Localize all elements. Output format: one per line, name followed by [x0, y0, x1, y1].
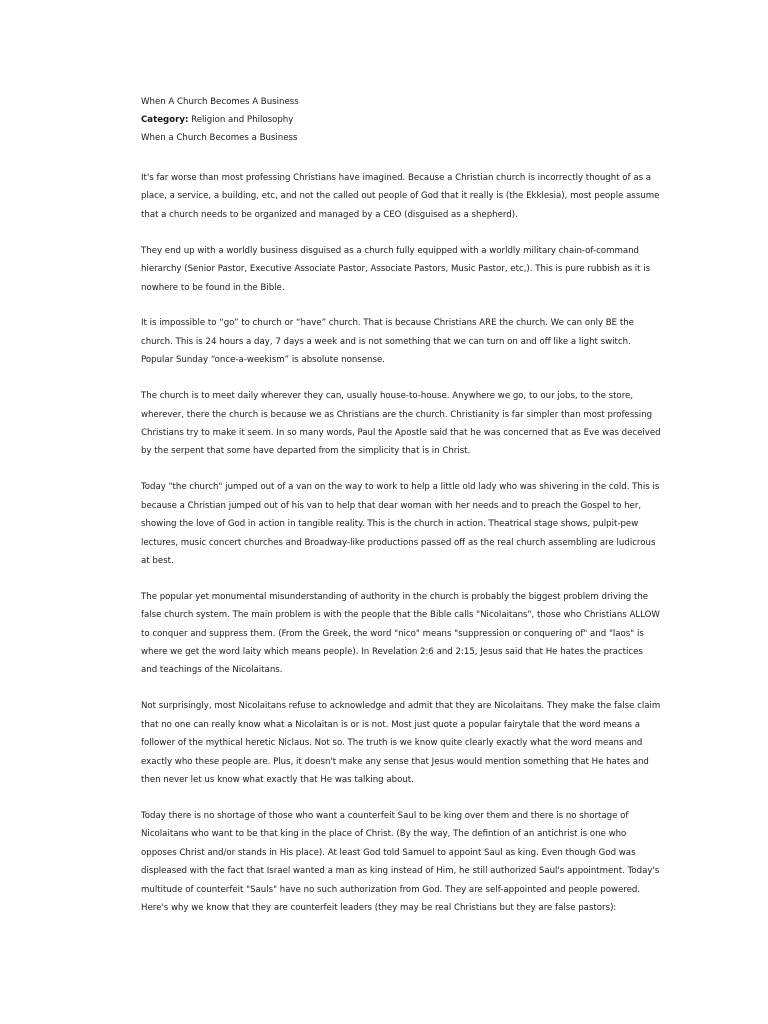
category-label: Category: [141, 115, 189, 125]
paragraph: They end up with a worldly business disguised as a church fully equipped with a worldly military chain-of-command hierarchy (Senior Pastor, Executive Associate Pastor, Associate Pastors, Music Pastor, etc,). This is pure rubbish as it is nowhere to be found in the Bible. [141, 245, 651, 293]
paragraph: Today "the church" jumped out of a van on the way to work to help a little old lady who was shivering in the cold. This is because a Christian jumped out of his van to help that dear woman with her needs and to preach the Gospel to her, showing the love of God in action in tangible reality. This is the church in action. Theatrical stage shows, pulpit-pew lectures, music concert churches and Broadway-like productions passed off as the real church assembling are ludicrous at best. [141, 482, 660, 566]
document-body [141, 169, 661, 917]
paragraph: It's far worse than most professing Christians have imagined. Because a Christian church is incorrectly thought of as a place, a service, a building, etc, and not the called out people of God that it really is (the Ekklesia), most people assume that a church needs to be organized and managed by a CEO (disguised as a shepherd). [141, 173, 660, 220]
paragraph: Not surprisingly, most Nicolaitans refuse to acknowledge and admit that they are Nicolaitans. They make the false claim that no one can really know what a Nicolaitan is or is not. Most just quote a popular fairytale that the word means a follower of the mythical heretic Niclaus. Not so. The truth is we know quite clearly exactly what the word means and exactly who these people are. Plus, it doesn't make any sense that Jesus would mention something that He hates and then never let us know what exactly that He was talking about. [141, 701, 661, 785]
document-subtitle: When a Church Becomes a Business [141, 133, 298, 143]
category-line [141, 114, 661, 126]
paragraph: The church is to meet daily wherever they can, usually house-to-house. Anywhere we go, to our jobs, to the store, wherever, there the church is because we as Christians are the church. Christianity is far simpler than most professing Christians try to make it seem. In so many words, Paul the Apostle said that he was concerned that as Eve was deceived by the serpent that some have departed from the simplicity that is in Christ. [141, 391, 661, 457]
document-page [141, 96, 661, 935]
paragraph: Today there is no shortage of those who want a counterfeit Saul to be king over them and there is no shortage of Nicolaitans who want to be that king in the place of Christ. (By the way, The defintion of an antichrist is one who opposes Christ and/or stands in His place). At least God told Samuel to appoint Saul as king. Even though God was displeased with the fact that Israel wanted a man as king instead of Him, he still authorized Saul's appointment. Today's multitude of counterfeit "Sauls" have no such authorization from God. They are self-appointed and people powered. Here's why we know that they are counterfeit leaders (they may be real Christians but they are false pastors): [141, 810, 660, 913]
paragraph: The popular yet monumental misunderstanding of authority in the church is probably the biggest problem driving the false church system. The main problem is with the people that the Bible calls "Nicolaitans", those who Christians ALLOW to conquer and suppress them. (From the Greek, the word "nico" means "suppression or conquering of" and "laos" is where we get the word laity which means people). In Revelation 2:6 and 2:15, Jesus said that He hates the practices and teachings of the Nicolaitans. [141, 591, 660, 676]
document-title: When A Church Becomes A Business [141, 97, 299, 107]
paragraph: It is impossible to “go” to church or “have” church. That is because Christians ARE the church. We can only BE the church. This is 24 hours a day, 7 days a week and is not something that we can turn on and off like a light switch. Popular Sunday “once-a-weekism” is absolute nonsense. [141, 318, 634, 366]
category-value: Religion and Philosophy [191, 115, 294, 125]
